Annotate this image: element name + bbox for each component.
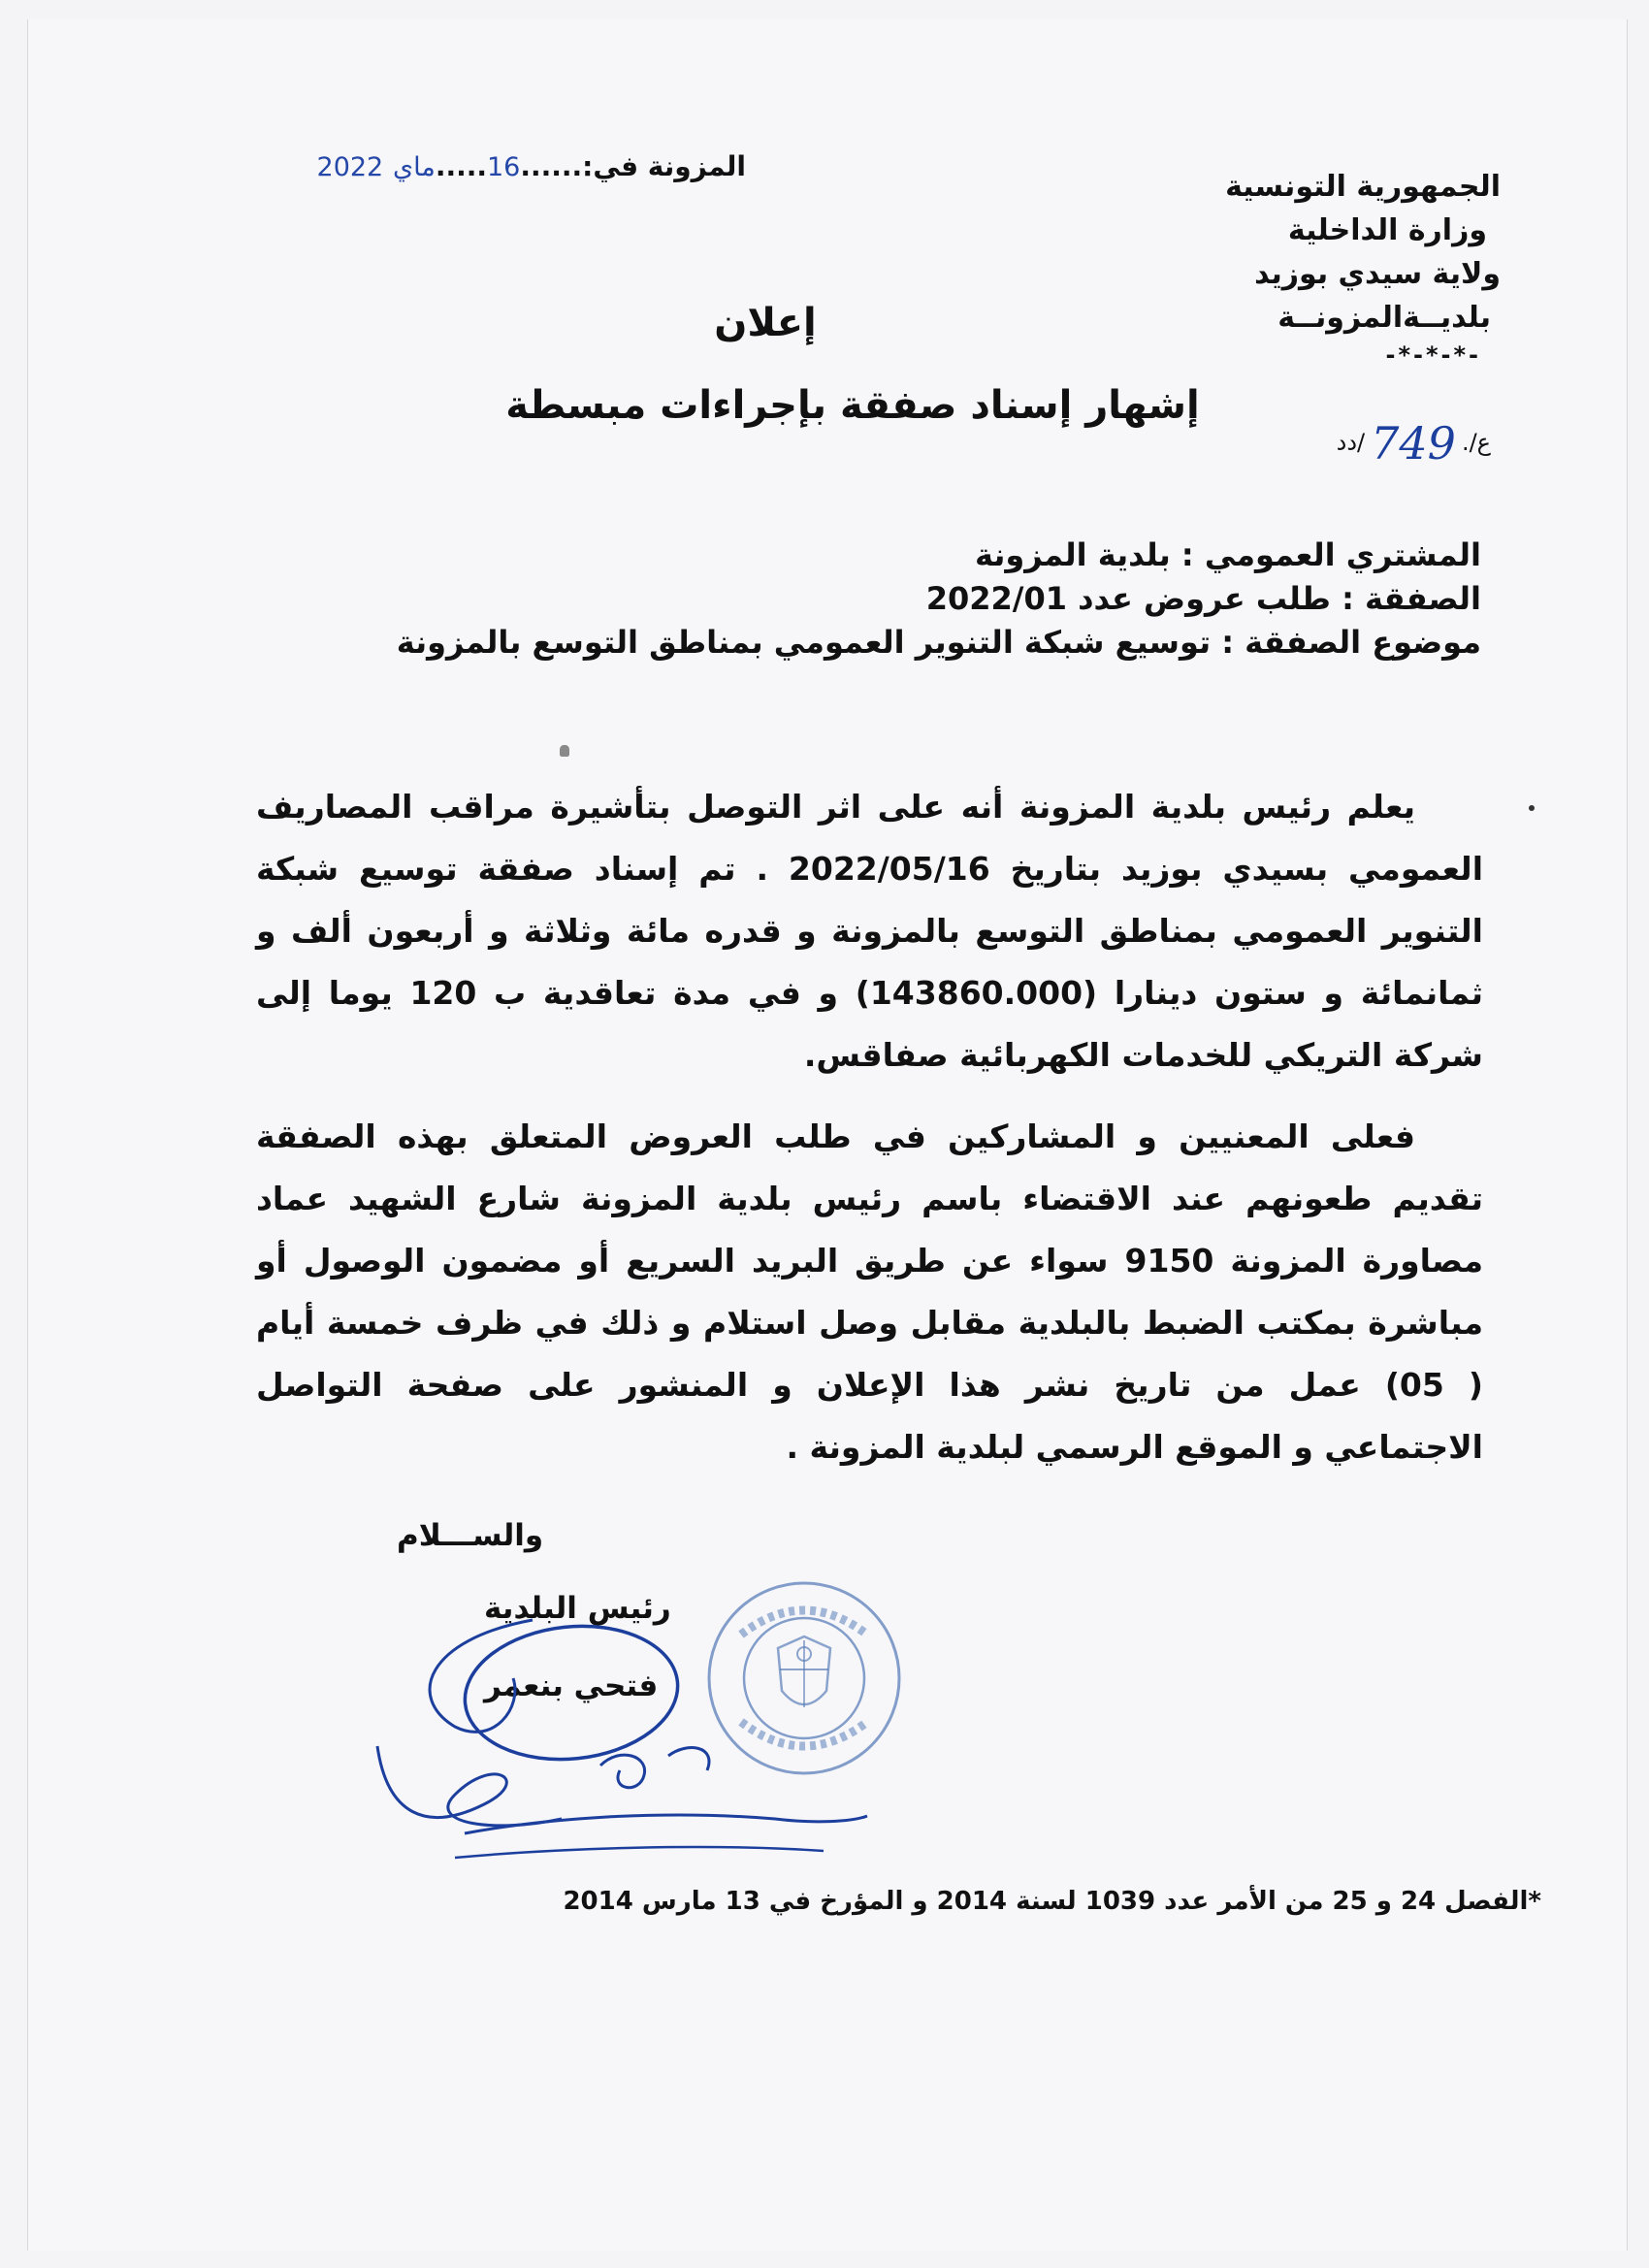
document-page [27,19,1628,2251]
date-day: 16 [487,152,521,182]
reference-suffix: /دد [1336,429,1366,456]
legal-footnote: *الفصل 24 و 25 من الأمر عدد 1039 لسنة 2014 و المؤرخ في 13 مارس 2014 [563,1887,1541,1916]
signatory-title: رئيس البلدية [484,1591,671,1626]
scan-speck [560,745,569,757]
announcement-subtitle: إشهار إسناد صفقة بإجراءات مبسطة [505,383,1200,428]
letterhead-governorate: ولاية سيدي بوزيد [1254,257,1501,291]
deal-details [396,534,1481,664]
body-paragraph-appeals: فعلى المعنيين و المشاركين في طلب العروض المتعلق بهذه الصفقة تقديم طعونهم عند الاقتضاء باسم رئيس بلدية المزونة شارع الشهيد عماد مصاورة المزونة 9150 سواء عن طريق البريد السريع أو مضمون الوصول أو مباشرة بمكتب الضبط بالبلدية مقابل وصل استلام و ذلك في ظرف خمسة أيام ( 05) عمل من تاريخ نشر هذا الإعلان و المنشور على صفحة التواصل الاجتماعي و الموقع الرسمي لبلدية المزونة . [256,1118,1484,1466]
letterhead-municipality: بلديــةالمزونــة [1277,301,1491,335]
letterhead-separator: -*-*-*- [1385,341,1481,369]
public-buyer: المشتري العمومي : بلدية المزونة [974,536,1481,573]
signatory-name: فتحي بنعمر [484,1669,659,1703]
letterhead-ministry: وزارة الداخلية [1287,213,1487,247]
announcement-title: إعلان [714,301,817,345]
deal-number: الصفقة : طلب عروض عدد 2022/01 [925,580,1481,617]
date-line: المزونة في:......16.....ماي 2022 [316,150,746,182]
deal-subject: موضوع الصفقة : توسيع شبكة التنوير العمومي بمناطق التوسع بالمزونة [396,624,1481,661]
reference-prefix: ع/. [1461,429,1491,456]
date-year: 2022 [316,152,384,182]
letterhead-country: الجمهورية التونسية [1225,170,1501,204]
handwritten-signature-icon [368,1610,872,1901]
bullet-mark [1529,805,1535,811]
reference-handwritten-number: 749 [1371,417,1456,470]
letterhead [1093,165,1501,371]
body-paragraph-award: يعلم رئيس بلدية المزونة أنه على اثر التوصل بتأشيرة مراقب المصاريف العمومي بسيدي بوزيد بتاريخ 2022/05/16 . تم إسناد صفقة توسيع شبكة التنوير العمومي بمناطق التوسع بالمزونة و قدره مائة وثلاثة و أربعون ألف و ثمانمائة و ستون دينارا (143860.000) و في مدة تعاقدية ب 120 يوما إلى شركة التريكي للخدمات الكهربائية صفاقس. [256,788,1484,1074]
date-label: المزونة في:...... [520,150,746,182]
date-month: ماي [392,152,436,182]
closing-salutation: والســـلام [397,1518,544,1553]
announcement-body [256,776,1483,1478]
reference-number [1337,417,1491,470]
